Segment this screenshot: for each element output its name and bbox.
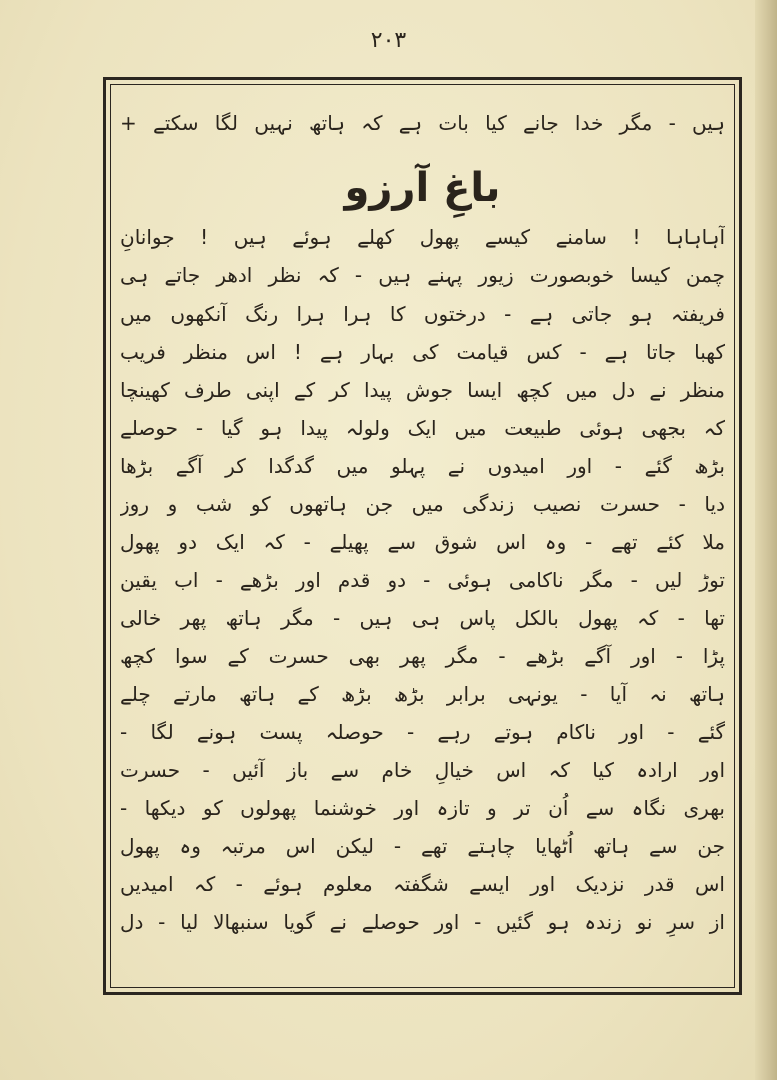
text-line-7: کہ بجھی ہوئی طبیعت میں ایک ولولہ پیدا ہو گیا - حوصلے [120,416,725,440]
text-line-16: اور ارادہ کیا کہ اس خیالِ خام سے باز آئیں - حسرت [120,758,725,782]
text-line-17: بھری نگاہ سے اُن تر و تازہ اور خوشنما پھولوں کو دیکھا - [120,796,725,820]
text-line-11: توڑ لیں - مگر ناکامی ہوئی - دو قدم اور بڑھے - اب یقین [120,568,725,592]
text-line-4: فریفتہ ہو جاتی ہے - درختوں کا ہرا ہرا رنگ آنکھوں میں [120,302,725,326]
book-spine-shadow [755,0,777,1080]
text-line-10: ملا کئے تھے - وہ اس شوق سے پھیلے - کہ ایک دو پھول [120,530,725,554]
text-line-15: گئے - اور ناکام ہوتے رہے - حوصلہ پست ہونے لگا - [120,720,725,744]
text-line-3: چمن کیسا خوبصورت زیور پہنے ہیں - کہ نظر ادھر جاتے ہی [120,263,725,287]
text-block [120,92,725,982]
page-number: ۲۰۳ [370,28,407,53]
text-line-2: آہاہاہا ! سامنے کیسے پھول کھلے ہوئے ہیں ! جوانانِ [120,225,725,249]
section-heading: باغِ آرزو [344,165,501,211]
text-line-20: از سرِ نو زندہ ہو گئیں - اور حوصلے نے گویا سنبھالا لیا - دل [120,910,725,934]
text-line-19: اس قدر نزدیک اور ایسے شگفتہ معلوم ہوئے - کہ امیدیں [120,872,725,896]
text-line-9: دیا - حسرت نصیب زندگی میں جن ہاتھوں کو شب و روز [120,492,725,516]
text-line-8: بڑھ گئے - اور امیدوں نے پہلو میں گدگدا کر آگے بڑھا [120,454,725,478]
text-line-14: ہاتھ نہ آیا - یونہی برابر بڑھ بڑھ کے ہاتھ مارتے چلے [120,682,725,706]
text-line-13: پڑا - اور آگے بڑھے - مگر پھر بھی حسرت کے سوا کچھ [120,644,725,668]
text-line-6: منظر نے دل میں کچھ ایسا جوش پیدا کر کے اپنی طرف کھینچا [120,378,725,402]
text-line-5: کھبا جاتا ہے - کس قیامت کی بہار ہے ! اس منظر فریب [120,340,725,364]
text-line-1: ہیں - مگر خدا جانے کیا بات ہے کہ ہاتھ نہیں لگا سکتے + [120,111,725,135]
text-line-12: تھا - کہ پھول بالکل پاس ہی ہیں - مگر ہاتھ پھر خالی [120,606,725,630]
text-line-18: جن سے ہاتھ اُٹھایا چاہتے تھے - لیکن اس مرتبہ وہ پھول [120,834,725,858]
